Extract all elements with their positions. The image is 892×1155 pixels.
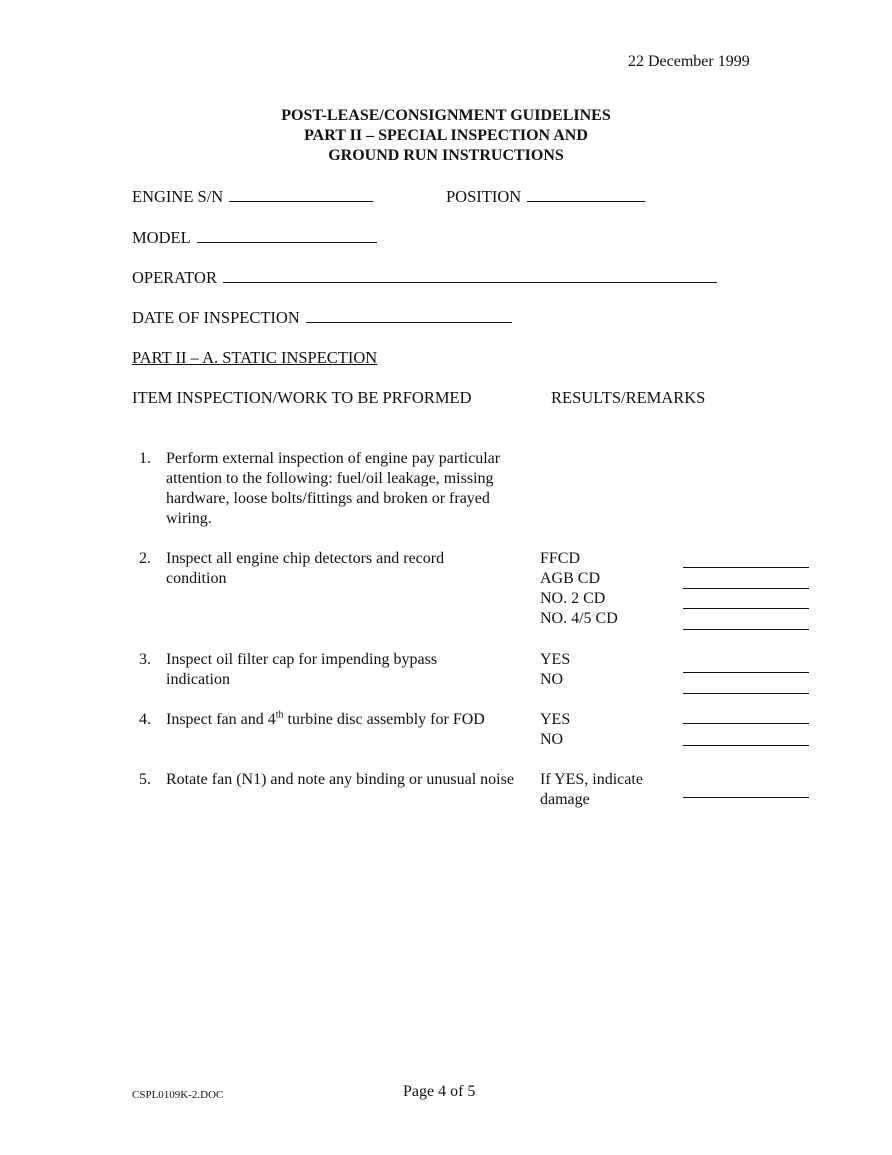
date-of-inspection-field <box>132 308 512 328</box>
item-text-part: turbine disc assembly for FOD <box>283 711 485 728</box>
result-label: AGB CD <box>540 570 601 587</box>
section-heading: PART II – A. STATIC INSPECTION <box>132 348 378 367</box>
item-text-part: Inspect fan and 4 <box>166 711 276 728</box>
date-of-inspection-blank[interactable] <box>306 308 512 323</box>
model-label: MODEL <box>132 228 191 247</box>
result-label: damage <box>540 791 590 808</box>
result-label: YES <box>540 711 571 728</box>
item-text <box>166 710 485 730</box>
document-date: 22 December 1999 <box>628 53 750 70</box>
operator-blank[interactable] <box>223 268 717 283</box>
result-label: NO. 2 CD <box>540 590 606 607</box>
result-blank[interactable] <box>683 745 809 746</box>
result-label: If YES, indicate <box>540 771 643 788</box>
result-label: NO <box>540 731 564 748</box>
position-label: POSITION <box>446 187 522 206</box>
result-blank[interactable] <box>683 797 809 798</box>
result-label: YES <box>540 651 571 668</box>
page-number: Page 4 of 5 <box>403 1083 476 1100</box>
item-text: Rotate fan (N1) and note any binding or unusual noise <box>166 771 514 788</box>
column-header-item: ITEM INSPECTION/WORK TO BE PRFORMED <box>132 388 472 407</box>
item-number: 1. <box>139 450 151 467</box>
date-of-inspection-label: DATE OF INSPECTION <box>132 308 300 327</box>
result-blank[interactable] <box>683 608 809 609</box>
item-text: Inspect oil filter cap for impending bypass indication <box>166 651 438 688</box>
document-title-line-3: GROUND RUN INSTRUCTIONS <box>328 147 564 164</box>
item-number: 5. <box>139 771 151 788</box>
document-title-line-2: PART II – SPECIAL INSPECTION AND <box>304 127 588 144</box>
result-label: FFCD <box>540 550 581 567</box>
result-blank[interactable] <box>683 693 809 694</box>
document-title-line-1: POST-LEASE/CONSIGNMENT GUIDELINES <box>281 107 611 124</box>
position-field <box>446 187 645 207</box>
position-blank[interactable] <box>527 187 645 202</box>
model-blank[interactable] <box>197 228 377 243</box>
result-blank[interactable] <box>683 672 809 673</box>
item-text: Perform external inspection of engine pay particular attention to the following: fuel/oil leakage, missing hardware, loose bolts/fittings and broken or frayed wiring. <box>166 450 501 527</box>
operator-field <box>132 268 717 288</box>
item-number: 3. <box>139 651 151 668</box>
result-blank[interactable] <box>683 723 809 724</box>
ordinal-suffix: th <box>275 709 284 721</box>
result-blank[interactable] <box>683 588 809 589</box>
item-number: 4. <box>139 711 151 728</box>
model-field <box>132 228 377 248</box>
result-blank[interactable] <box>683 567 809 568</box>
engine-sn-field <box>132 187 373 207</box>
operator-label: OPERATOR <box>132 268 217 287</box>
result-blank[interactable] <box>683 629 809 630</box>
result-label: NO <box>540 671 564 688</box>
result-label: NO. 4/5 CD <box>540 610 618 627</box>
engine-sn-label: ENGINE S/N <box>132 187 224 206</box>
column-header-results: RESULTS/REMARKS <box>551 388 706 407</box>
document-id: CSPL0109K-2.DOC <box>132 1089 224 1101</box>
item-number: 2. <box>139 550 151 567</box>
item-text: Inspect all engine chip detectors and record condition <box>166 550 445 587</box>
engine-sn-blank[interactable] <box>229 187 373 202</box>
